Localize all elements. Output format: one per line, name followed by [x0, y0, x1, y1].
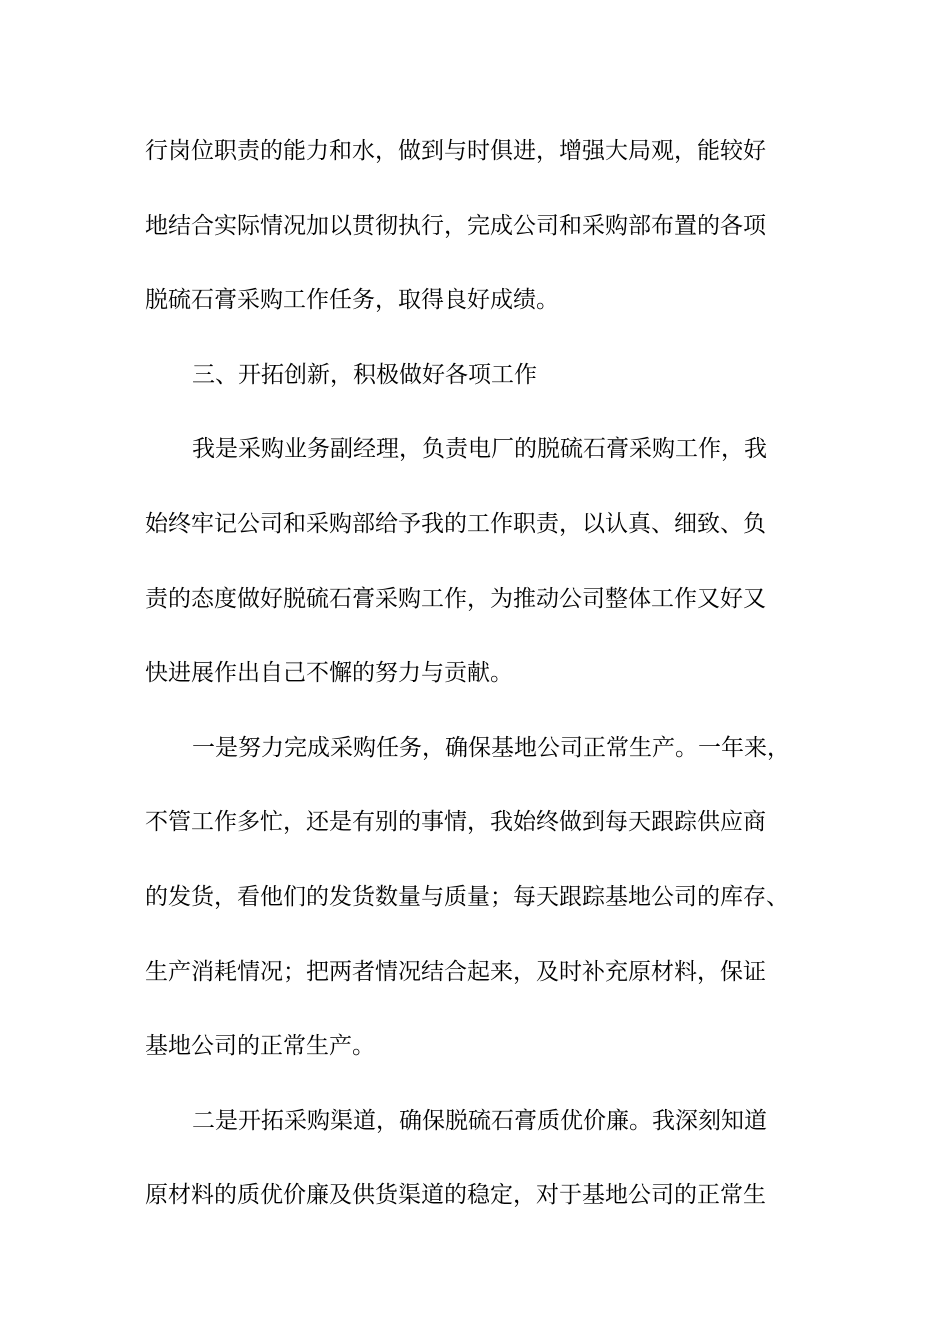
text-line-1: 行岗位职责的能力和水，做到与时俱进，增强大局观，能较好: [145, 138, 766, 164]
text-line-5: 我是采购业务副经理，负责电厂的脱硫石膏采购工作，我: [192, 436, 767, 463]
text-line-3: 脱硫石膏采购工作任务，取得良好成绩。: [145, 287, 559, 314]
text-line-2: 地结合实际情况加以贯彻执行，完成公司和采购部布置的各项: [145, 212, 766, 239]
section-heading: 三、开拓创新，积极做好各项工作: [192, 361, 537, 388]
text-line-6: 始终牢记公司和采购部给予我的工作职责，以认真、细致、负: [145, 510, 766, 537]
document-body: [145, 132, 810, 1251]
text-line-15: 原材料的质优价廉及供货渠道的稳定，对于基地公司的正常生: [145, 1182, 766, 1209]
text-line-7: 责的态度做好脱硫石膏采购工作，为推动公司整体工作又好又: [145, 585, 766, 612]
text-line-9: 一是努力完成采购任务，确保基地公司正常生产。一年来，: [192, 734, 790, 761]
text-line-8: 快进展作出自己不懈的努力与贡献。: [145, 660, 513, 687]
text-line-13: 基地公司的正常生产。: [145, 1033, 375, 1060]
text-line-12: 生产消耗情况；把两者情况结合起来，及时补充原材料，保证: [145, 958, 766, 985]
text-line-11: 的发货，看他们的发货数量与质量；每天跟踪基地公司的库存、: [145, 883, 789, 910]
text-line-14: 二是开拓采购渠道，确保脱硫石膏质优价廉。我深刻知道: [192, 1107, 767, 1134]
text-line-10: 不管工作多忙，还是有别的事情，我始终做到每天跟踪供应商: [145, 809, 766, 836]
